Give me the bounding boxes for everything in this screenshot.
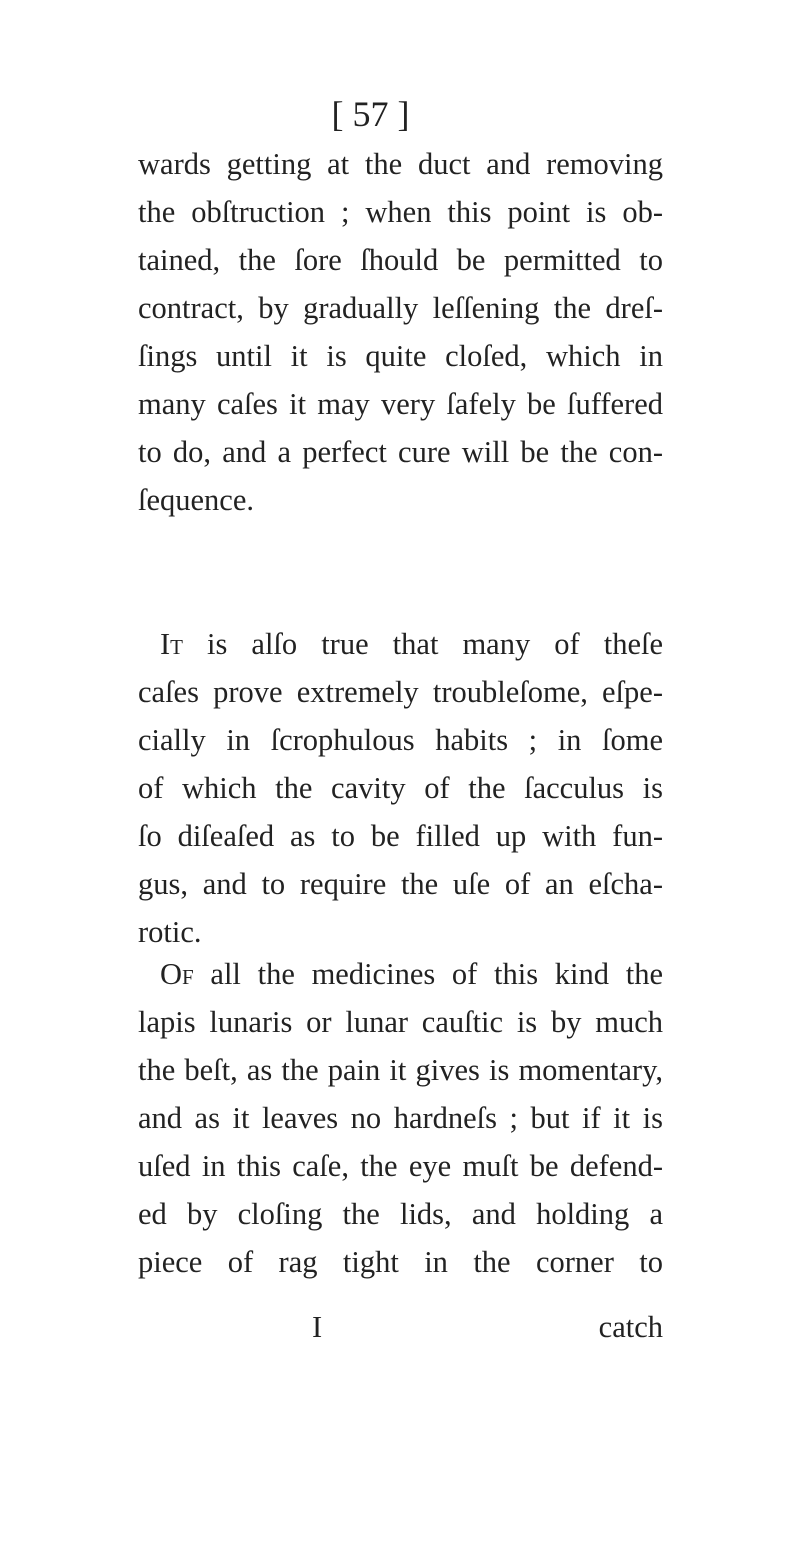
text-line: ſo diſeaſed as to be filled up with fun- xyxy=(138,819,663,853)
text-line: cially in ſcrophulous habits ; in ſome xyxy=(138,723,663,757)
text-line: many caſes it may very ſafely be ſuffered xyxy=(138,387,663,421)
paragraph-lead: It xyxy=(160,627,183,661)
paragraph-3 xyxy=(138,950,663,1286)
text-line-first xyxy=(138,950,663,998)
page-number: [ 57 ] xyxy=(331,94,410,134)
text-line: tained, the ſore ſhould be permitted to xyxy=(138,243,663,277)
paragraph-2 xyxy=(138,620,663,956)
text-line: ſequence. xyxy=(138,483,254,517)
text-line: the beſt, as the pain it gives is momentary, xyxy=(138,1053,663,1087)
text-line-first xyxy=(138,620,663,668)
text-line: lapis lunaris or lunar cauſtic is by much xyxy=(138,1005,663,1039)
text-line: to do, and a perfect cure will be the con- xyxy=(138,435,663,469)
text-line: the obſtruction ; when this point is ob- xyxy=(138,195,663,229)
text-line: uſed in this caſe, the eye muſt be defend- xyxy=(138,1149,663,1183)
text-line: and as it leaves no hardneſs ; but if it is xyxy=(138,1101,663,1135)
text-line-rest: is alſo true that many of theſe xyxy=(182,627,663,661)
paragraph-1 xyxy=(138,92,663,524)
paragraph-lead: Of xyxy=(160,957,194,991)
text-line: gus, and to require the uſe of an eſcha- xyxy=(138,867,663,901)
text-line: wards getting at the duct and removing xyxy=(138,147,663,181)
text-line: rotic. xyxy=(138,915,202,949)
text-line: of which the cavity of the ſacculus is xyxy=(138,771,663,805)
text-line-rest: all the medicines of this kind the xyxy=(193,957,663,991)
catchword: catch xyxy=(598,1310,663,1344)
text-line: piece of rag tight in the corner to xyxy=(138,1245,663,1279)
text-line: contract, by gradually leſſening the dreſ- xyxy=(138,291,663,325)
signature-mark: I xyxy=(312,1310,323,1344)
text-line: ſings until it is quite cloſed, which in xyxy=(138,339,663,373)
text-line: caſes prove extremely troubleſome, eſpe- xyxy=(138,675,663,709)
text-line: ed by cloſing the lids, and holding a xyxy=(138,1197,663,1231)
